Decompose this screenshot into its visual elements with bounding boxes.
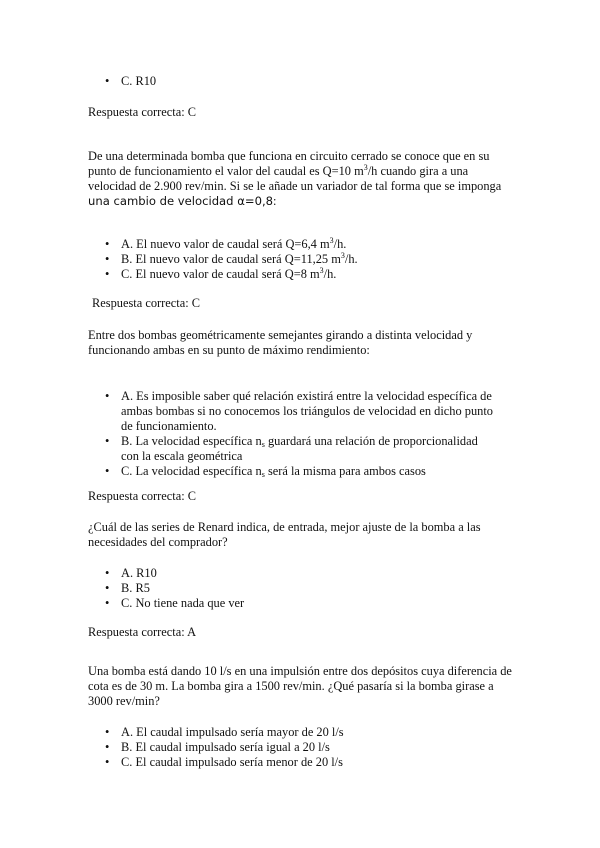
velocity-change-text: una cambio de velocidad α=0,8 (88, 194, 274, 208)
question-stem: Una bomba está dando 10 l/s en una impulsión entre dos depósitos cuya diferencia de cota es de 30 m. La bomba gira a 1500 rev/min. ¿Qué pasaría si la bomba girase a 3000 rev/min? (88, 664, 512, 708)
options-list (105, 725, 500, 770)
question-stem: Entre dos bombas geométricamente semejantes girando a distinta velocidad y funcionando ambas en su punto de máximo rendimiento: (88, 328, 473, 357)
question-stem: ¿Cuál de las series de Renard indica, de entrada, mejor ajuste de la bomba a las necesidades del comprador? (88, 520, 481, 549)
option-b: • B. El caudal impulsado sería igual a 20 l/s (105, 740, 500, 755)
option-a: • A. El caudal impulsado sería mayor de 20 l/s (105, 725, 500, 740)
options-list (105, 237, 500, 282)
correct-answer: Respuesta correcta: C (88, 105, 197, 119)
option-a: • A. El nuevo valor de caudal será Q=6,4 $m^3/h$. (105, 237, 500, 252)
option-b: • B. R5 (105, 581, 500, 596)
options-list (105, 389, 495, 479)
question-stem: De una determinada bomba que funciona en circuito cerrado se conoce que en su punto de funcionamiento el valor del caudal es Q=10 $m^3/h$ cuando gira a una velocidad de 2.900 rev/min. Si se le añade un variador de tal forma que se imponga una cambio de velocidad α=0,8: (88, 149, 502, 208)
option-c: • C. No tiene nada que ver (105, 596, 500, 611)
option-c: • C. La velocidad específica $n_s$ será la misma para ambos casos (105, 464, 495, 479)
option-c: • C. El caudal impulsado sería menor de 20 l/s (105, 755, 500, 770)
option-c: • C. El nuevo valor de caudal será Q=8 $m^3/h$. (105, 267, 500, 282)
option-a: • A. Es imposible saber qué relación existirá entre la velocidad específica de ambas bombas si no conocemos los triángulos de velocidad en dicho punto de funcionamiento. (105, 389, 495, 434)
correct-answer: Respuesta correcta: C (92, 296, 201, 310)
correct-answer: Respuesta correcta: A (88, 625, 197, 639)
option-c: • C. R10 (105, 74, 500, 89)
option-a: • A. R10 (105, 566, 500, 581)
option-b: • B. La velocidad específica $n_s$ guardará una relación de proporcionalidad con la escala geométrica (105, 434, 495, 464)
option-b: • B. El nuevo valor de caudal será Q=11,25 $m^3/h$. (105, 252, 500, 267)
options-list (105, 74, 500, 89)
options-list (105, 566, 500, 611)
correct-answer: Respuesta correcta: C (88, 489, 197, 503)
